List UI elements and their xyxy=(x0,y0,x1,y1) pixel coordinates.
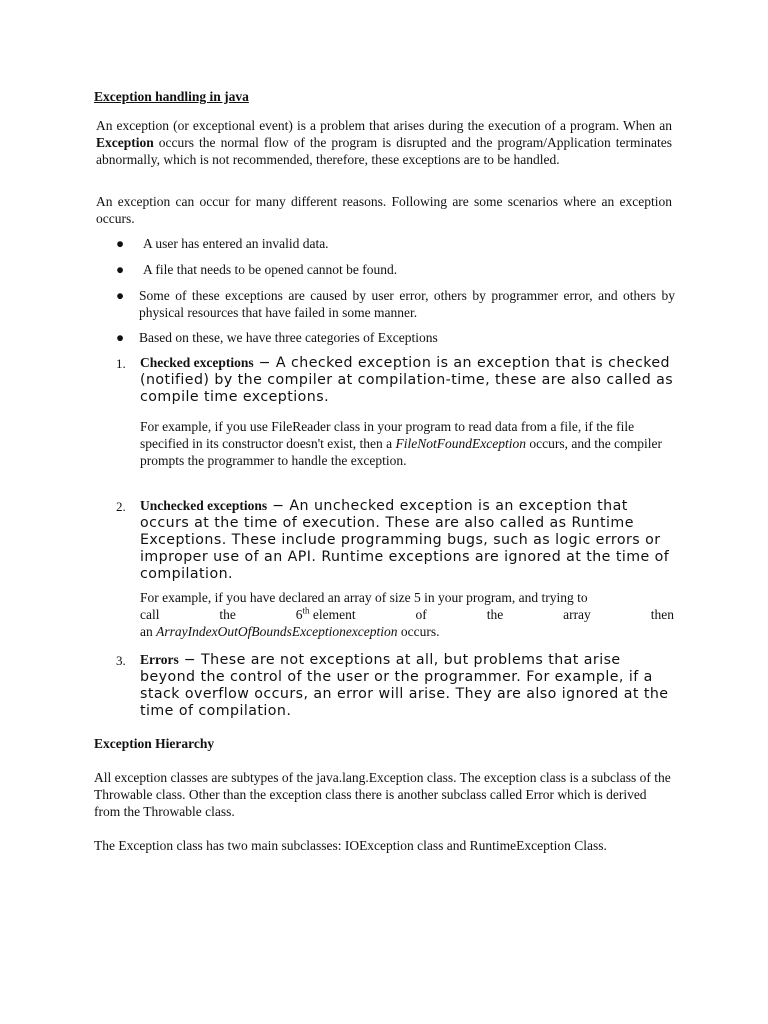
example-word: then xyxy=(650,607,674,622)
ordinal-word: element xyxy=(312,607,356,622)
example-text-2: occurs, and the compiler prompts the programmer to handle the exception. xyxy=(140,436,663,468)
intro-text-bold: Exception xyxy=(96,135,154,150)
example-text-1: an xyxy=(140,624,157,639)
ordinal-suffix: th xyxy=(302,605,310,616)
category-name: Errors xyxy=(140,652,179,667)
reasons-paragraph: An exception can occur for many different reasons. Following are some scenarios where an exception occurs. xyxy=(96,194,672,226)
intro-text-1: An exception (or exceptional event) is a problem that arises during the execution of a program. When an xyxy=(96,118,672,133)
hierarchy-paragraph-2: The Exception class has two main subclasses: IOException class and RuntimeException Class. xyxy=(94,838,607,853)
example-text-2: occurs. xyxy=(397,624,440,639)
list-item-text: A file that needs to be opened cannot be found. xyxy=(143,262,398,277)
category-desc-text: − These are not exceptions at all, but problems that arise beyond the control of the user or the programmer. For example, if a stack overflow occurs, an error will arise. They are also ignored at the time of compilation. xyxy=(140,652,669,719)
list-item-text: Based on these, we have three categories of Exceptions xyxy=(139,330,438,345)
category-description xyxy=(140,497,674,583)
list-item-text: Some of these exceptions are caused by user error, others by programmer error, and others by physical resources that have failed in some manner. xyxy=(139,288,675,320)
category-desc-text: − A checked exception is an exception that is checked (notified) by the compiler at compilation-time, these are also called as compile time exceptions. xyxy=(140,355,674,405)
hierarchy-paragraph-1: All exception classes are subtypes of the java.lang.Exception class. The exception class is a subclass of the Throwable class. Other than the exception class there is another subclass called Error which is derived from the Throwable class. xyxy=(94,770,671,819)
bullet-icon: ● xyxy=(116,330,125,345)
bullet-icon: ● xyxy=(116,262,125,277)
example-word: array xyxy=(563,607,591,622)
category-number: 1. xyxy=(116,356,126,371)
example-exception-name: ArrayIndexOutOfBoundsExceptionexception xyxy=(156,624,398,639)
intro-text-2: occurs the normal flow of the program is disrupted and the program/Application terminates abnormally, which is not recommended, therefore, these exceptions are to be handled. xyxy=(96,135,672,167)
category-example xyxy=(140,418,674,469)
category-number: 2. xyxy=(116,499,126,514)
example-word: of xyxy=(415,607,427,622)
example-line-3 xyxy=(140,623,674,640)
list-item-text: A user has entered an invalid data. xyxy=(143,236,329,251)
page-title: Exception handling in java xyxy=(94,89,249,104)
example-line-1: For example, if you have declared an array of size 5 in your program, and trying to xyxy=(140,590,588,605)
example-exception-name: FileNotFoundException xyxy=(395,436,526,451)
intro-paragraph xyxy=(96,117,672,168)
bullet-icon: ● xyxy=(116,236,125,251)
category-desc-text: − An unchecked exception is an exception that occurs at the time of execution. These are also called as Runtime Exceptions. These include programming bugs, such as logic errors or improper use of an API. Runtime exceptions are ignored at the time of compilation. xyxy=(140,498,670,582)
category-description xyxy=(140,354,674,406)
category-number: 3. xyxy=(116,653,126,668)
category-example xyxy=(140,589,674,640)
category-description xyxy=(140,651,674,720)
ordinal-number: 6 xyxy=(295,607,303,622)
hierarchy-heading: Exception Hierarchy xyxy=(94,736,215,751)
example-word xyxy=(296,606,356,623)
example-word: the xyxy=(486,607,504,622)
example-word: the xyxy=(219,607,236,622)
category-name: Unchecked exceptions xyxy=(140,498,268,513)
example-text-1: For example, if you use FileReader class in your program to read data from a file, if the file specified in its constructor doesn't exist, then a xyxy=(140,419,635,451)
category-name: Checked exceptions xyxy=(140,355,254,370)
bullet-icon: ● xyxy=(116,288,125,303)
example-word: call xyxy=(140,607,160,622)
example-line-2 xyxy=(140,606,674,623)
